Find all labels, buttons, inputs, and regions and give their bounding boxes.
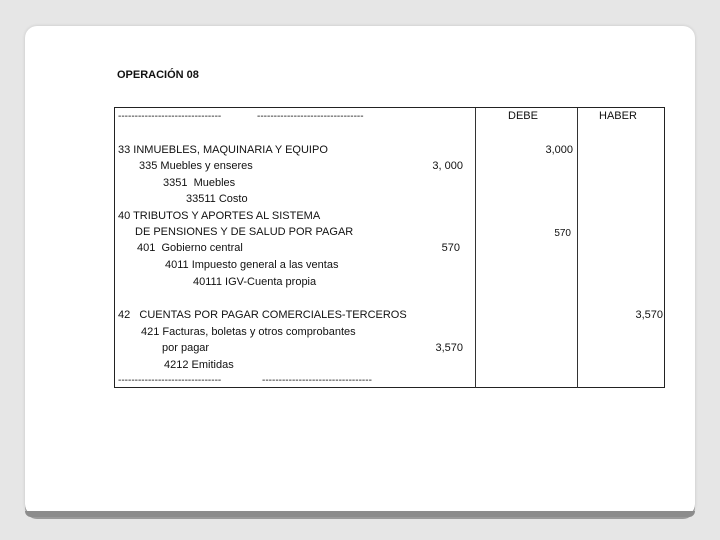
amount-335: 3, 000 xyxy=(432,160,463,172)
account-4212: 4212 Emitidas xyxy=(164,359,234,371)
debe-header: DEBE xyxy=(508,110,538,122)
page-title: OPERACIÓN 08 xyxy=(117,69,199,81)
debe-amount-33: 3,000 xyxy=(545,144,573,156)
account-4011: 4011 Impuesto general a las ventas xyxy=(165,259,339,271)
debe-amount-40: 570 xyxy=(554,228,571,239)
account-401: 401 Gobierno central xyxy=(137,242,243,254)
header-dashes-right: -------------------------------- xyxy=(257,111,364,122)
amount-401: 570 xyxy=(441,242,460,254)
account-33: 33 INMUEBLES, MAQUINARIA Y EQUIPO xyxy=(118,144,328,156)
haber-header: HABER xyxy=(599,110,637,122)
account-40: 40 TRIBUTOS Y APORTES AL SISTEMA xyxy=(118,210,321,222)
account-421: 421 Facturas, boletas y otros comprobantes xyxy=(141,326,356,338)
account-42: 42 CUENTAS POR PAGAR COMERCIALES-TERCEROS xyxy=(118,309,407,321)
footer-dashes-right: --------------------------------- xyxy=(262,375,372,386)
header-dashes-left: ------------------------------- xyxy=(118,111,222,122)
account-33511: 33511 Costo xyxy=(186,193,248,205)
amount-421: 3,570 xyxy=(435,342,463,354)
account-40111: 40111 IGV-Cuenta propia xyxy=(193,276,317,288)
haber-amount-42: 3,570 xyxy=(635,309,663,321)
slide-bottom-band xyxy=(25,511,695,517)
account-3351: 3351 Muebles xyxy=(163,177,236,189)
debe-column-divider xyxy=(475,108,476,388)
account-335: 335 Muebles y enseres xyxy=(139,160,253,172)
haber-column-divider xyxy=(577,108,578,388)
footer-dashes-left: ------------------------------- xyxy=(118,375,222,386)
account-40-continued: DE PENSIONES Y DE SALUD POR PAGAR xyxy=(135,226,354,238)
account-421-continued: por pagar xyxy=(162,342,210,354)
